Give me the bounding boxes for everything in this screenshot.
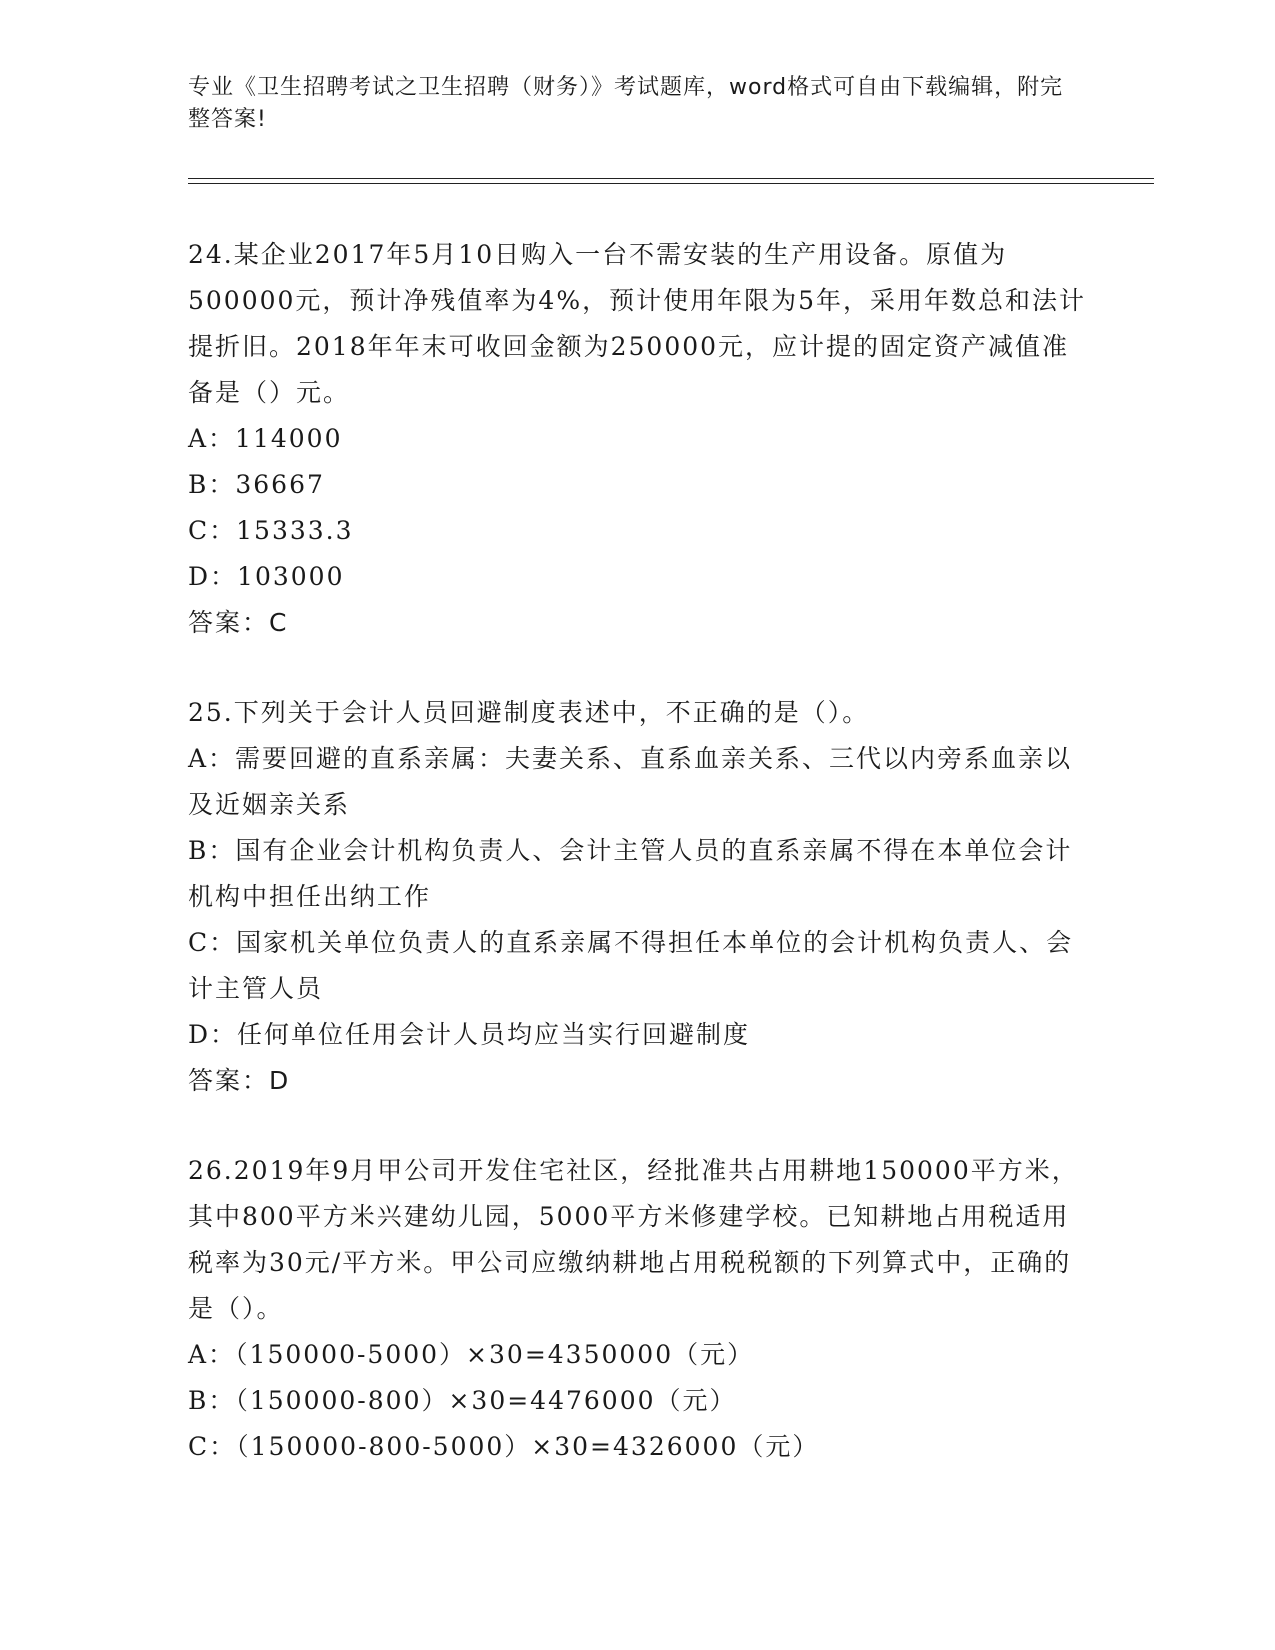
option-a: A：（150000-5000）×30=4350000（元）	[188, 1340, 755, 1369]
question-spacer	[188, 1104, 1088, 1148]
question-list	[188, 232, 1088, 1470]
question-stem: 24.某企业2017年5月10日购入一台不需安装的生产用设备。原值为500000元，预计净残值率为4%，预计使用年限为5年，采用年数总和法计提折旧。2018年年末可收回金额为250000元，应计提的固定资产减值准备是（）元。	[188, 240, 1087, 407]
option-d: D：103000	[188, 562, 345, 591]
question-26	[188, 1148, 1088, 1470]
answer: 答案：D	[188, 1066, 291, 1095]
option-c: C：（150000-800-5000）×30=4326000（元）	[188, 1432, 820, 1461]
question-spacer	[188, 646, 1088, 690]
header-divider-top	[188, 178, 1154, 179]
option-b: B：36667	[188, 470, 325, 499]
document-header: 专业《卫生招聘考试之卫生招聘（财务）》考试题库，word格式可自由下载编辑，附完整答案!	[188, 75, 1064, 132]
option-c: C：国家机关单位负责人的直系亲属不得担任本单位的会计机构负责人、会计主管人员	[188, 928, 1074, 1003]
option-b: B：国有企业会计机构负责人、会计主管人员的直系亲属不得在本单位会计机构中担任出纳工作	[188, 836, 1073, 911]
option-a: A：114000	[188, 424, 343, 453]
question-stem: 25.下列关于会计人员回避制度表述中，不正确的是（）。	[188, 698, 870, 727]
question-25	[188, 690, 1088, 1104]
question-stem: 26.2019年9月甲公司开发住宅社区，经批准共占用耕地150000平方米，其中800平方米兴建幼儿园，5000平方米修建学校。已知耕地占用税适用税率为30元/平方米。甲公司应缴纳耕地占用税税额的下列算式中，正确的是（）。	[188, 1156, 1079, 1323]
option-a: A：需要回避的直系亲属：夫妻关系、直系血亲关系、三代以内旁系血亲以及近姻亲关系	[188, 744, 1073, 819]
question-24	[188, 232, 1088, 646]
header-divider-bottom	[188, 183, 1154, 184]
option-d: D：任何单位任用会计人员均应当实行回避制度	[188, 1020, 751, 1049]
answer: 答案：C	[188, 608, 289, 637]
option-c: C：15333.3	[188, 516, 354, 545]
option-b: B：（150000-800）×30=4476000（元）	[188, 1386, 737, 1415]
